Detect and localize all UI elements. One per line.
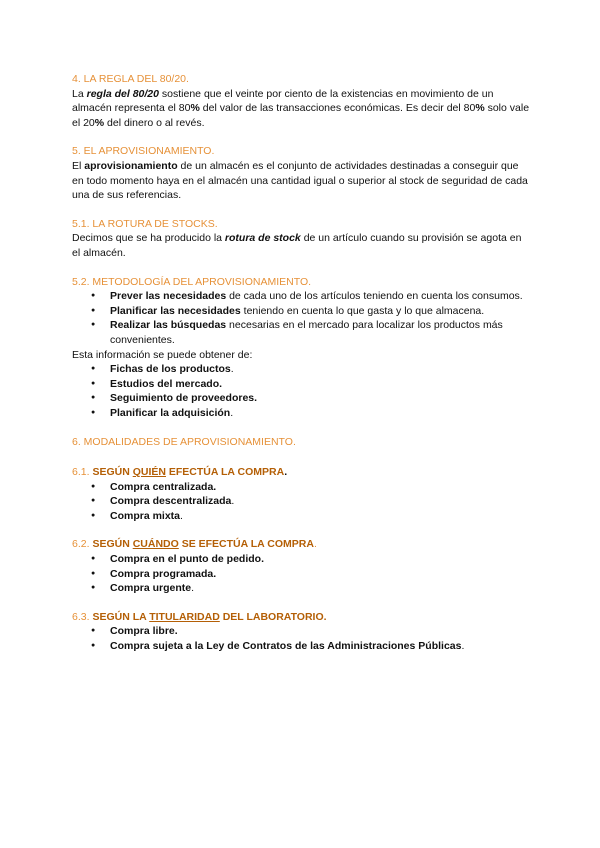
when-buys-list (72, 552, 532, 596)
list-item: ● Compra urgente. (110, 581, 532, 596)
list-item: ● Planificar las necesidades teniendo en cuenta lo que gasta y lo que almacena. (110, 304, 532, 319)
sources-intro: Esta información se puede obtener de: (72, 348, 253, 361)
paragraph-rule-80-20: La regla del 80/20 sostiene que el veinte por ciento de la existencias en movimiento de un almacén representa el 80% del valor de las transacciones económicas. Es decir del 80% solo vale el 20% del dinero o al revés. (72, 87, 530, 129)
heading-6: 6. MODALIDADES DE APROVISIONAMIENTO. (72, 436, 296, 449)
list-item: ● Compra mixta. (110, 509, 532, 524)
ownership-list (72, 624, 532, 653)
who-buys-list (72, 480, 532, 524)
heading-5: 5. EL APROVISIONAMIENTO. (72, 145, 215, 158)
list-item: ● Seguimiento de proveedores. (110, 391, 532, 406)
list-item: ● Compra centralizada. (110, 480, 532, 495)
heading-4: 4. LA REGLA DEL 80/20. (72, 73, 189, 85)
list-item: ● Prever las necesidades de cada uno de los artículos teniendo en cuenta los consumos. (110, 289, 532, 304)
heading-6-2: 6.2. SEGÚN CUÁNDO SE EFECTÚA LA COMPRA. (72, 538, 317, 551)
list-item: ● Compra en el punto de pedido. (110, 552, 532, 567)
list-item: ● Compra programada. (110, 567, 532, 582)
paragraph-aprovisionamiento: El aprovisionamiento de un almacén es el conjunto de actividades destinadas a conseguir que en todo momento haya en el almacén una cantidad igual o superior al stock de seguridad de cada una de sus referencias. (72, 159, 528, 202)
paragraph-rotura-stock: Decimos que se ha producido la rotura de stock de un artículo cuando su provisión se agota en el almacén. (72, 232, 522, 259)
list-item: ● Fichas de los productos. (110, 362, 532, 377)
list-item: ● Compra sujeta a la Ley de Contratos de las Administraciones Públicas. (110, 639, 532, 654)
heading-5-2: 5.2. METODOLOGÍA DEL APROVISIONAMIENTO. (72, 275, 312, 288)
methodology-list (72, 289, 532, 347)
heading-6-3: 6.3. SEGÚN LA TITULARIDAD DEL LABORATORIO. (72, 610, 327, 623)
heading-6-1: 6.1. SEGÚN QUIÉN EFECTÚA LA COMPRA. (72, 466, 288, 479)
list-item: ● Realizar las búsquedas necesarias en el mercado para localizar los productos más convenientes. (110, 318, 532, 347)
heading-5-1: 5.1. LA ROTURA DE STOCKS. (72, 217, 218, 230)
list-item: ● Compra libre. (110, 624, 532, 639)
list-item: ● Estudios del mercado. (110, 377, 532, 392)
list-item: ● Planificar la adquisición. (110, 406, 532, 421)
list-item: ● Compra descentralizada. (110, 494, 532, 509)
document-page (72, 72, 532, 654)
sources-list (72, 362, 532, 420)
